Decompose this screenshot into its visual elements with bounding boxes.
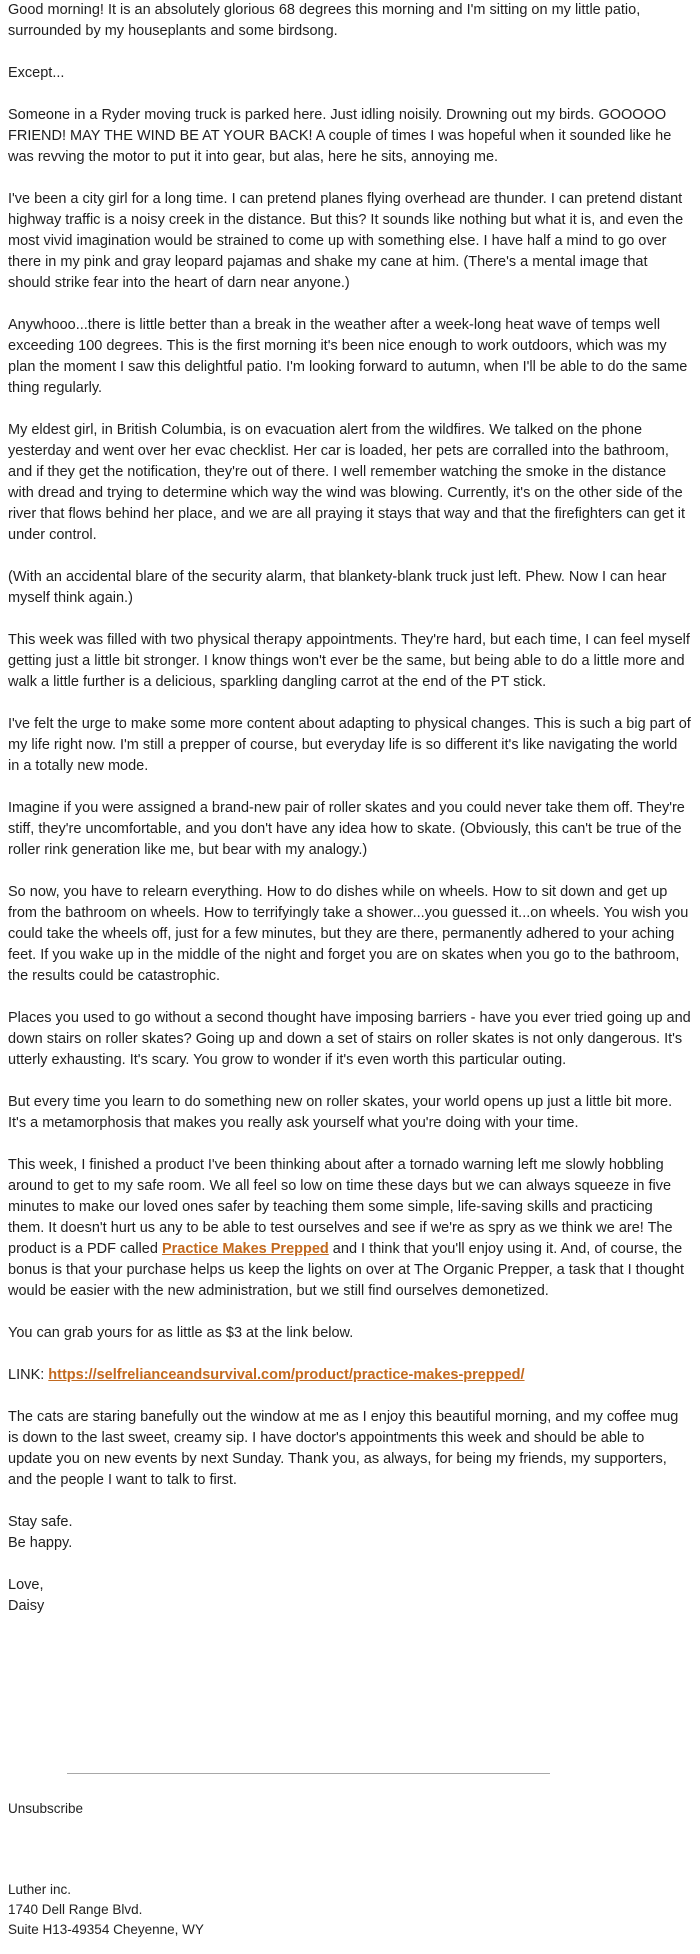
product-text-before: This week, I finished a product I've been thinking about after a tornado warning left me slowly hobbling around to get to my safe room. We all feel so low on time these days but we can always squeeze in five minutes to make our loved ones safer by teaching them some simple, life-saving skills and practicing them. It doesn't hurt us any to be able to test ourselves and see if we're as spry as we think we are! The product is a PDF called: [8, 1157, 673, 1257]
unsubscribe-link[interactable]: Unsubscribe: [8, 1801, 84, 1816]
paragraph-heat-wave: Anywhooo...there is little better than a break in the weather after a week-long heat wave of temps well exceeding 100 degrees. This is the first morning it's been nice enough to work outdoors, which was my plan the moment I saw this delightful patio. I'm looking forward to autumn, when I'll be able to do the same thing regularly.: [8, 317, 688, 396]
product-link[interactable]: Practice Makes Prepped: [161, 1241, 329, 1257]
paragraph-content-urge: I've felt the urge to make some more content about adapting to physical changes. This is such a big part of my life right now. I'm still a prepper of course, but everyday life is so different it's like navigating the world in a totally new mode.: [8, 716, 691, 774]
paragraph-except: Except...: [8, 65, 65, 81]
paragraph-roller-skates: Imagine if you were assigned a brand-new pair of roller skates and you could never take them off. They're stiff, they're uncomfortable, and you don't have any idea how to skate. (Obviously, this can't be true of the roller rink generation like me, but bear with my analogy.): [8, 800, 685, 858]
signoff-stay-safe: Stay safe.: [8, 1514, 73, 1530]
paragraph-truck-left: (With an accidental blare of the security alarm, that blankety-blank truck just left. Phew. Now I can hear myself think again.): [8, 569, 667, 606]
closing-love: Love,: [8, 1577, 44, 1593]
paragraph-ryder-truck: Someone in a Ryder moving truck is parked here. Just idling noisily. Drowning out my birds. GOOOOO FRIEND! MAY THE WIND BE AT YOUR BACK! A couple of times I was hopeful when it sounded like he was revving the motor to put it into gear, but alas, here he sits, annoying me.: [8, 107, 672, 165]
footer-divider: [67, 1773, 550, 1774]
signoff: [8, 1512, 692, 1554]
paragraph-city-girl: I've been a city girl for a long time. I can pretend planes flying overhead are thunder. I can pretend distant highway traffic is a noisy creek in the distance. But this? It sounds like nothing but what it is, and even the most vivid imagination would be strained to come up with something else. I have half a mind to go over there in my pink and gray leopard pajamas and shake my cane at him. (There's a mental image that should strike fear into the heart of darn near anyone.): [8, 191, 684, 291]
paragraph-metamorphosis: But every time you learn to do something new on roller skates, your world opens up just a little bit more. It's a metamorphosis that makes you really ask yourself what you're doing with your time.: [8, 1094, 673, 1131]
paragraph-product: [8, 1155, 692, 1302]
paragraph-cats: The cats are staring banefully out the window at me as I enjoy this beautiful morning, and my coffee mug is down to the last sweet, creamy sip. I have doctor's appointments this week and should be able to update you on new events by next Sunday. Thank you, as always, for being my friends, my supporters, and the people I want to talk to first.: [8, 1409, 679, 1488]
product-url-link[interactable]: https://selfrelianceandsurvival.com/product/practice-makes-prepped/: [48, 1367, 525, 1383]
product-text-after: and I think that you'll enjoy using it. And, of course, the bonus is that your purchase helps us keep the lights on over at The Organic Prepper, a task that I thought would be easier with the new administration, but we still find ourselves demonetized.: [8, 1241, 685, 1299]
paragraph-price: You can grab yours for as little as $3 at the link below.: [8, 1325, 354, 1341]
signoff-be-happy: Be happy.: [8, 1535, 73, 1551]
address-line-2: Suite H13-49354 Cheyenne, WY: [8, 1922, 204, 1937]
link-label: LINK:: [8, 1367, 49, 1383]
address-line-1: 1740 Dell Range Blvd.: [8, 1902, 143, 1917]
closing-signature: Daisy: [8, 1598, 45, 1614]
paragraph-physical-therapy: This week was filled with two physical therapy appointments. They're hard, but each time, I can feel myself getting just a little bit stronger. I know things won't ever be the same, but being able to do a little more and walk a little further is a delicious, sparkling dangling carrot at the end of the PT stick.: [8, 632, 690, 690]
paragraph-greeting: Good morning! It is an absolutely glorious 68 degrees this morning and I'm sitting on my little patio, surrounded by my houseplants and some birdsong.: [8, 2, 641, 39]
paragraph-relearn: So now, you have to relearn everything. How to do dishes while on wheels. How to sit down and get up from the bathroom on wheels. How to terrifyingly take a shower...you guessed it...on wheels. You wish you could take the wheels off, just for a few minutes, but they are there, permanently adhered to your aching feet. If you wake up in the middle of the night and forget you are on skates when you go to the bathroom, the results could be catastrophic.: [8, 884, 689, 984]
paragraph-wildfires: My eldest girl, in British Columbia, is on evacuation alert from the wildfires. We talked on the phone yesterday and went over her evac checklist. Her car is loaded, her pets are corralled into the bathroom, and if they get the notification, they're out of there. I well remember watching the smoke in the distance with dread and trying to determine which way the wind was blowing. Currently, it's on the other side of the river that flows behind her place, and we are all praying it stays that way and that the firefighters can get it under control.: [8, 422, 686, 543]
paragraph-barriers: Places you used to go without a second thought have imposing barriers - have you ever tried going up and down stairs on roller skates? Going up and down a set of stairs on roller skates is not only dangerous. It's utterly exhausting. It's scary. You grow to wonder if it's even worth this particular outing.: [8, 1010, 691, 1068]
company-name: Luther inc.: [8, 1882, 72, 1897]
closing: [8, 1575, 692, 1617]
footer-address: [8, 1880, 204, 1940]
paragraph-link: [8, 1365, 692, 1386]
